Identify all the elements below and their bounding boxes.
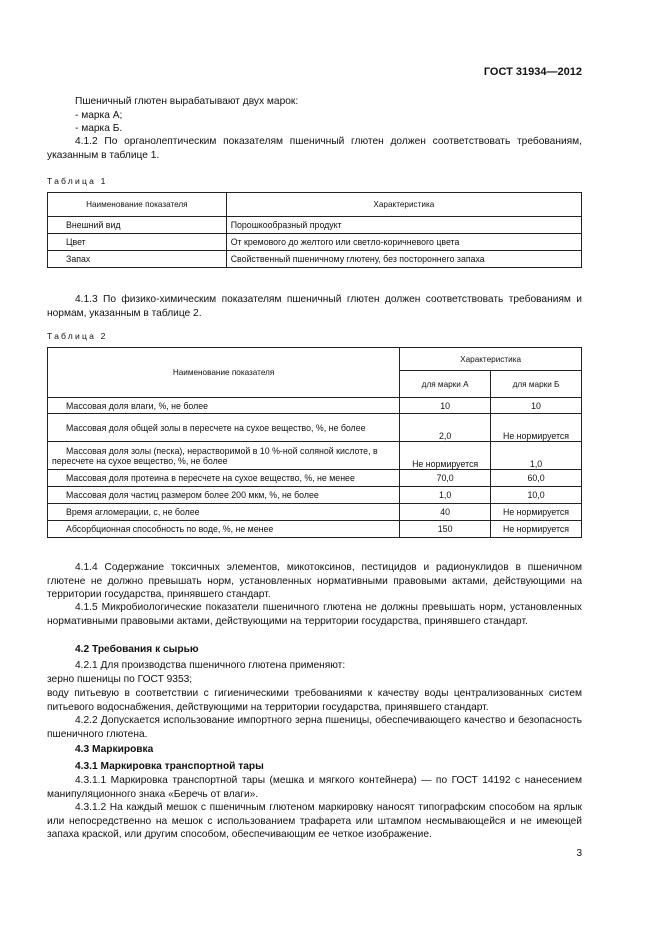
- table2-cell-b: 1,0: [491, 442, 582, 470]
- table2-cell-b: Не нормируется: [491, 521, 582, 538]
- table2-cell-a: 150: [400, 521, 491, 538]
- table2-cell-name: Массовая доля золы (песка), нерастворимой в 10 %-ной соляной кислоте, в пересчете на сухое вещество, %, не более: [48, 442, 400, 470]
- paragraph-4-2-1: 4.2.1 Для производства пшеничного глютена применяют:: [75, 660, 346, 671]
- table2-cell-name: Массовая доля общей золы в пересчете на сухое вещество, %, не более: [48, 414, 400, 442]
- table2-cell-a: 1,0: [400, 487, 491, 504]
- table2-cell-name: Массовая доля частиц размером более 200 мкм, %, не более: [48, 487, 400, 504]
- paragraph-4-2-2: 4.2.2 Допускается использование импортного зерна пшеницы, обеспечивающего качество и безопасность пшеничного глютена.: [47, 715, 582, 740]
- list-item-mark-a: - марка А;: [75, 110, 123, 121]
- table2-header-mark-b: для марки Б: [491, 371, 582, 398]
- table2-caption: Таблица 2: [47, 331, 108, 341]
- list-item-water: воду питьевую в соответствии с гигиеническими требованиями к качеству воды централизованных систем питьевого водоснабжения, действующими на территории государства, принявшего стандарт.: [47, 688, 582, 713]
- table1-cell: Внешний вид: [48, 217, 227, 234]
- list-item-wheat: зерно пшеницы по ГОСТ 9353;: [47, 674, 193, 685]
- table1-cell: Цвет: [48, 234, 227, 251]
- table1-header-char: Характеристика: [226, 193, 581, 217]
- table-2: [47, 347, 582, 538]
- table1-caption: Таблица 1: [47, 176, 108, 186]
- section-4-2-heading: 4.2 Требования к сырью: [75, 644, 199, 655]
- table1-cell: Запах: [48, 251, 227, 268]
- paragraph-4-1-5: 4.1.5 Микробиологические показатели пшеничного глютена не должны превышать норм, установленных нормативными правовыми актами, действующими на территории государства, принявшего стандарт.: [47, 602, 582, 627]
- table2-cell-b: Не нормируется: [491, 504, 582, 521]
- list-item-mark-b: - марка Б.: [75, 123, 123, 134]
- paragraph-4-3-1-1: 4.3.1.1 Маркировка транспортной тары (мешка и мягкого контейнера) — по ГОСТ 14192 с нанесением манипуляционного знака «Беречь от влаги».: [47, 775, 582, 800]
- table2-header-mark-a: для марки А: [400, 371, 491, 398]
- page-number: 3: [576, 848, 582, 859]
- table2-cell-a: 10: [400, 398, 491, 414]
- table2-cell-a: 2,0: [400, 414, 491, 442]
- table2-header-char: Характеристика: [400, 348, 582, 371]
- table2-cell-name: Массовая доля влаги, %, не более: [48, 398, 400, 414]
- table2-header-name: Наименование показателя: [48, 348, 400, 398]
- table1-header-name: Наименование показателя: [48, 193, 227, 217]
- table2-cell-name: Массовая доля протеина в пересчете на сухое вещество, %, не менее: [48, 470, 400, 487]
- table2-cell-name: Абсорбционная способность по воде, %, не менее: [48, 521, 400, 538]
- intro-line: Пшеничный глютен вырабатывают двух марок:: [75, 96, 299, 107]
- standard-designation: ГОСТ 31934—2012: [483, 66, 582, 78]
- paragraph-4-3-1-2: 4.3.1.2 На каждый мешок с пшеничным глютеном маркировку наносят типографским способом на ярлык или непосредственно на мешок с использованием трафарета или штампом несмывающейся и не имеющей запаха краской, или другим способом, обеспечивающим ее четкое изображение.: [47, 802, 582, 840]
- table2-cell-name: Время агломерации, с, не более: [48, 504, 400, 521]
- table2-cell-b: 10,0: [491, 487, 582, 504]
- table2-cell-a: 40: [400, 504, 491, 521]
- table2-cell-b: Не нормируется: [491, 414, 582, 442]
- table1-cell: От кремового до желтого или светло-коричневого цвета: [226, 234, 581, 251]
- paragraph-4-1-3: 4.1.3 По физико-химическим показателям пшеничный глютен должен соответствовать требованиям и нормам, указанным в таблице 2.: [47, 294, 582, 319]
- section-4-3-1-heading: 4.3.1 Маркировка транспортной тары: [75, 761, 264, 772]
- table2-cell-b: 10: [491, 398, 582, 414]
- table2-cell-b: 60,0: [491, 470, 582, 487]
- table1-cell: Свойственный пшеничному глютену, без постороннего запаха: [226, 251, 581, 268]
- table1-cell: Порошкообразный продукт: [226, 217, 581, 234]
- table2-cell-a: 70,0: [400, 470, 491, 487]
- section-4-3-heading: 4.3 Маркировка: [75, 744, 154, 755]
- table2-cell-a: Не нормируется: [400, 442, 491, 470]
- paragraph-4-1-4: 4.1.4 Содержание токсичных элементов, микотоксинов, пестицидов и радионуклидов в пшеничном глютене не должно превышать норм, установленных нормативными правовыми актами, действующими на территории государства, принявшего стандарт.: [47, 562, 582, 600]
- table-1: [47, 192, 582, 268]
- paragraph-4-1-2: 4.1.2 По органолептическим показателям пшеничный глютен должен соответствовать требованиям, указанным в таблице 1.: [47, 136, 582, 161]
